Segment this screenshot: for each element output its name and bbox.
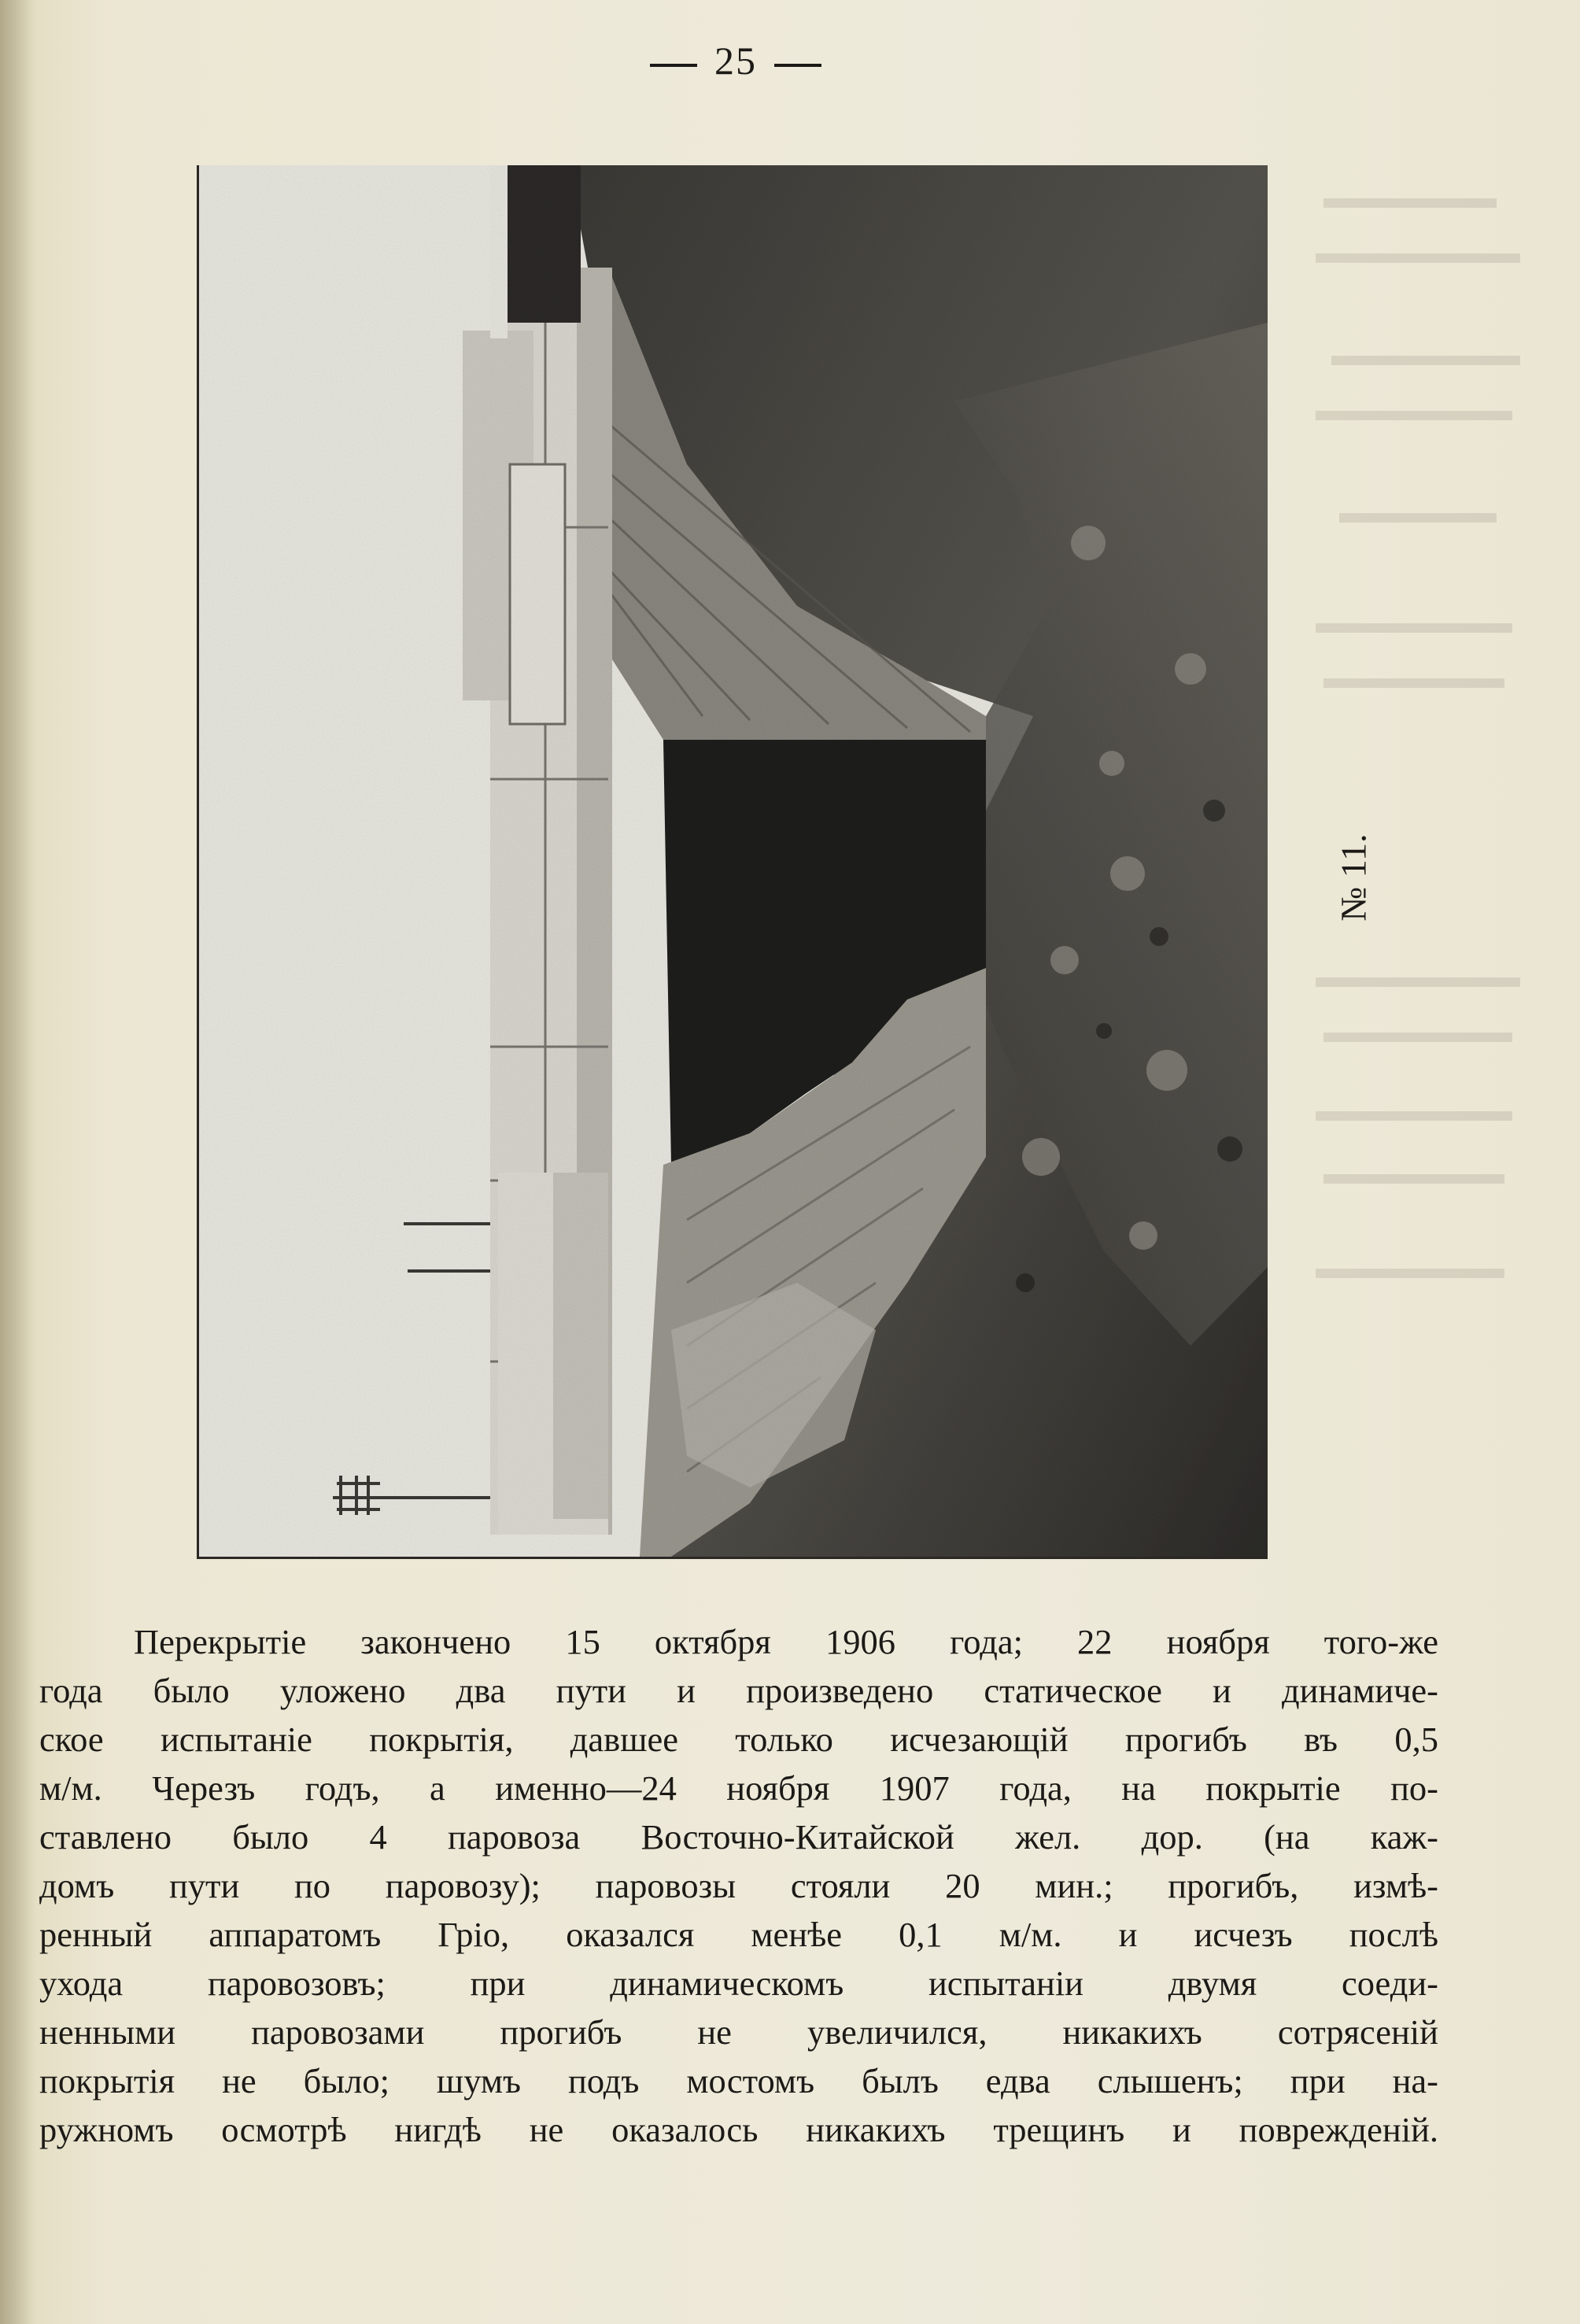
text-line-6: домъ пути по паровозу); паровозы стояли 20 мин.; прогибъ, измѣ- [39,1866,1438,1905]
bleed-lines [1308,183,1544,1363]
page-edge-shadow [0,0,36,2324]
dash-right [774,64,821,67]
body-paragraph [39,1617,1438,2154]
bridge-photograph [197,165,1268,1559]
page-number-value: 25 [714,39,757,83]
text-line-8: ухода паровозовъ; при динамическомъ испытаніи двумя соеди- [39,1964,1438,2003]
text-line-4: м/м. Черезъ годъ, а именно—24 ноября 1907 года, на покрытіе по- [39,1768,1438,1808]
text-line-10: покрытія не было; шумъ подъ мостомъ былъ едва слышенъ; при на- [39,2061,1438,2100]
plate-number-label [1330,818,1377,937]
text-line-11: ружномъ осмотрѣ нигдѣ не оказалось никакихъ трещинъ и поврежденій. [39,2110,1438,2149]
text-line-9: ненными паровозами прогибъ не увеличился, никакихъ сотрясеній [39,2012,1438,2052]
text-line-2: года было уложено два пути и произведено статическое и динамиче- [39,1671,1438,1710]
text-line-5: ставлено было 4 паровоза Восточно-Китайской жел. дор. (на каж- [39,1817,1438,1857]
bridge-abutment-photo-icon [199,165,1268,1557]
text-line-3: ское испытаніе покрытія, давшее только исчезающій прогибъ въ 0,5 [39,1720,1438,1759]
bleed-through-texture [1290,134,1526,1314]
dash-left [650,64,697,67]
plate-number-text: № 11. [1333,833,1374,922]
text-line-7: ренный аппаратомъ Гріо, оказался менѣе 0,1 м/м. и исчезъ послѣ [39,1915,1438,1954]
page-number [0,38,1471,83]
text-line-1: Перекрытіе закончено 15 октября 1906 года; 22 ноября того-же [134,1622,1438,1661]
